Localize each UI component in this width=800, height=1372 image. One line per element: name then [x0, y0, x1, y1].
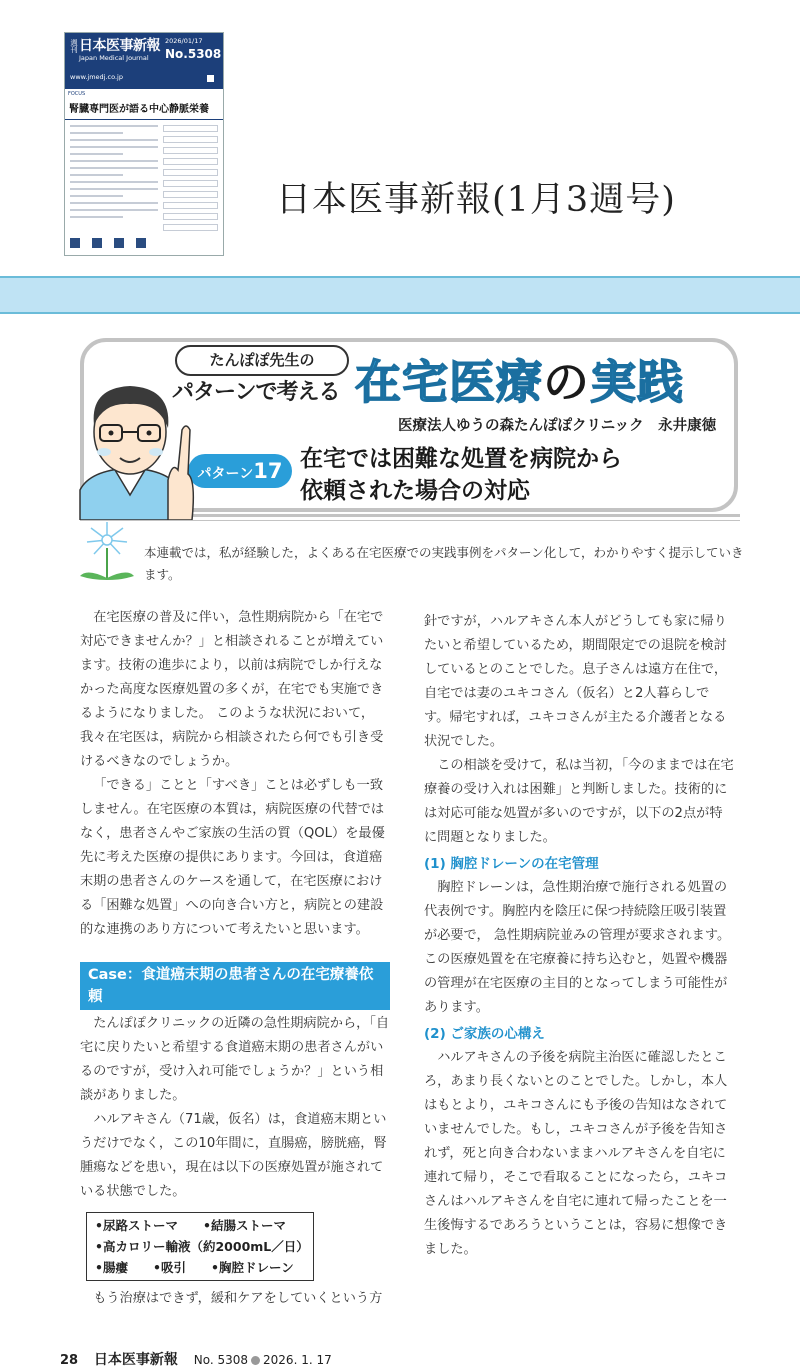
author-line: 医療法人ゆうの森たんぽぽクリニック 永井康徳: [398, 418, 717, 434]
series-main-title: [355, 346, 684, 412]
pattern-badge-label: パターン: [197, 466, 254, 482]
left-paragraph-1: 在宅医療の普及に伴い，急性期病院から「在宅で対応できませんか？」と相談されることが増えています。技術の進歩により，以前は病院でしか行えなかった高度な医療処置の多くが，在宅でも実施できるようになりました。 このような状況において，我々在宅医は，病院から相談されたら何でも引き受けるべきなのでしょうか。: [80, 610, 384, 769]
left-paragraph-3: たんぽぽクリニックの近隣の急性期病院から，「自宅に戻りたいと希望する食道癌末期の患者さんがいるのですが，受け入れ可能でしょうか？」という相談がありました。: [80, 1016, 390, 1103]
page-footer: [60, 1349, 332, 1369]
series-main-b: 実践: [590, 355, 684, 409]
cover-title: 日本医事新報: [79, 38, 160, 54]
cover-header: [65, 33, 223, 89]
cover-side-list: [163, 125, 218, 235]
card-divider-thin: [80, 520, 740, 521]
series-subtitle: パターンで考える: [172, 380, 340, 405]
procedure-list-item: •高カロリー輸液（約2000mL／日）: [95, 1239, 309, 1254]
series-intro: 本連載では，私が経験した，よくある在宅医療での実践事例をパターン化して，わかりやすく提示していきます。: [144, 545, 744, 582]
cover-url: www.jmedj.co.jp: [70, 73, 123, 81]
cover-date: 2026/01/17: [165, 37, 203, 45]
cover-feature-title: 腎臓専門医が語る中心静脈栄養: [69, 104, 209, 115]
dandelion-illustration: [72, 518, 142, 588]
cover-icons-row: [70, 233, 160, 249]
cover-title-en: Japan Medical Journal: [79, 54, 149, 62]
magazine-cover-thumbnail: [64, 32, 224, 256]
right-paragraph-2: この相談を受けて，私は当初，「今のままでは在宅療養の受け入れは困難」と判断しました。技術的には対応可能な処置が多いのですが，以下の2点が特に問題となりました。: [424, 758, 734, 845]
left-paragraph-2: 「できる」ことと「すべき」ことは必ずしも一致しません。在宅医療の本質は，病院医療の代替ではなく，患者さんやご家族の生活の質（QOL）を最優先に考えた医療の提供にあります。今回は，食道癌末期の患者さんのケースを通して，在宅医療における「困難な処置」への向き合い方と，病院との建設的な連携のあり方について考えたいと思います。: [80, 778, 385, 937]
cover-contents-list: [70, 125, 158, 223]
series-pill: たんぽぽ先生の: [175, 345, 349, 376]
series-main-no: の: [543, 355, 590, 409]
qr-code-icon: [205, 73, 216, 84]
right-paragraph-3: 胸腔ドレーンは，急性期治療で施行される処置の代表例です。胸腔内を陰圧に保つ持続陰圧吸引装置が必要で， 急性期病院並みの管理が要求されます。この医療処置を在宅療養に持ち込むと，処置や機器の管理が在宅医療の主目的となってしまう可能性があります。: [424, 880, 731, 1015]
case-heading: Case：食道癌末期の患者さんの在宅療養依頼: [80, 962, 390, 1010]
issue-title: 日本医事新報(1月3週号): [276, 180, 676, 220]
left-paragraph-5: もう治療はできず，緩和ケアをしていくという方: [93, 1291, 383, 1306]
procedure-list-item: •腸瘻 •吸引 •胸腔ドレーン: [95, 1260, 294, 1275]
procedure-list-item: •尿路ストーマ •結腸ストーマ: [95, 1218, 286, 1233]
cover-weekly-label: 週刊: [70, 39, 78, 53]
right-paragraph-1: 針ですが，ハルアキさん本人がどうしても家に帰りたいと希望しているため，期間限定での退院を検討しているとのことでした。息子さんは遠方在住で，自宅では妻のユキコさん（仮名）と2人暮らしです。帰宅すれば，ユキコさんが主たる介護者となる状況でした。: [424, 614, 728, 749]
left-column: [80, 606, 390, 1311]
footer-issue: No. 5308: [193, 1353, 249, 1367]
page-number: 28: [60, 1353, 79, 1368]
dot-icon: [251, 1356, 260, 1365]
cover-issue-number: No.5308: [165, 47, 222, 61]
blue-band: [0, 276, 800, 314]
pattern-title-line1: 在宅では困難な処置を病院から: [300, 446, 622, 472]
footer-date: 2026. 1. 17: [263, 1353, 332, 1367]
procedure-list-box: [86, 1212, 314, 1281]
right-column: [424, 610, 734, 1262]
right-paragraph-4: ハルアキさんの予後を病院主治医に確認したところ，あまり長くないとのことでした。しかし，本人はもとより，ユキコさんにも予後の告知はなされていませんでした。もし，ユキコさんが予後を告知されず，死と向き合わないままハルアキさんを自宅に連れて帰り，そこで看取ることになったら，ユキコさんはハルアキさんを自宅に連れて帰ったことを一生後悔するであろうということは，容易に想像できました。: [424, 1050, 728, 1257]
cover-feature-band: [65, 89, 223, 120]
footer-journal: 日本医事新報: [93, 1352, 178, 1368]
section-heading-2: (2) ご家族の心構え: [424, 1026, 545, 1042]
pattern-badge-number: 17: [253, 459, 283, 483]
left-paragraph-4: ハルアキさん（71歳，仮名）は，食道癌末期というだけでなく，この10年間に，直腸癌，膀胱癌，腎腫瘍などを患い，現在は以下の医療処置が施されている状態でした。: [80, 1112, 387, 1199]
cover-focus-label: FOCUS: [68, 91, 86, 97]
series-main-a: 在宅医療: [355, 355, 543, 409]
pattern-title: [300, 443, 622, 507]
doctor-illustration: [60, 370, 210, 520]
pattern-title-line2: 依頼された場合の対応: [300, 478, 530, 504]
section-heading-1: (1) 胸腔ドレーンの在宅管理: [424, 856, 599, 872]
